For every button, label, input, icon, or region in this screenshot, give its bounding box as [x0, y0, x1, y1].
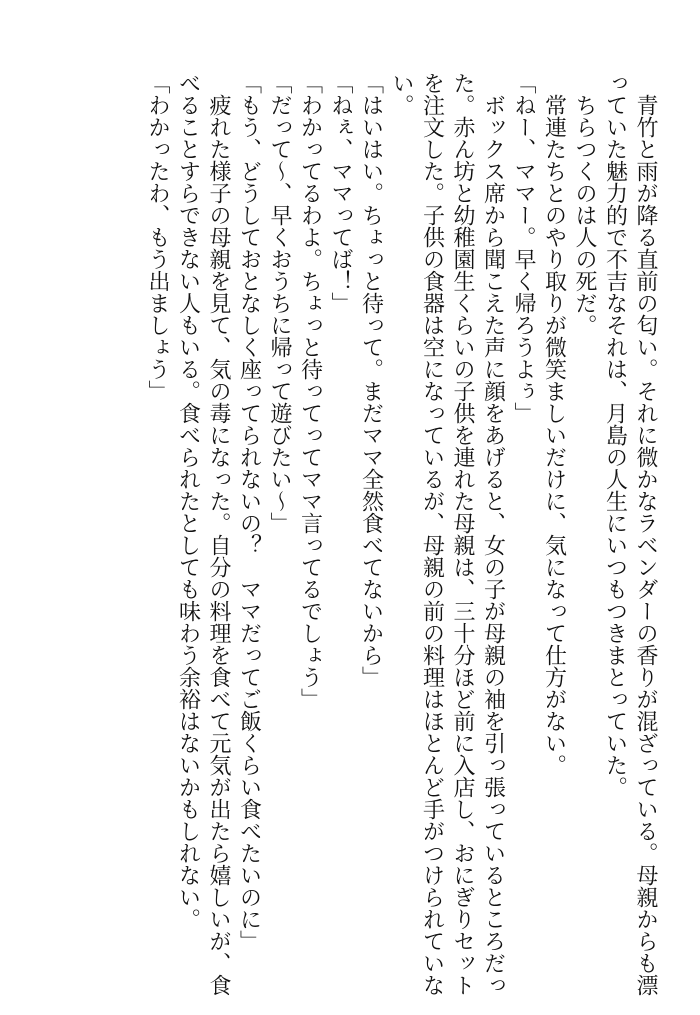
text-line: 青竹と雨が降る直前の匂い。それに微かなラベンダーの香りが混ざっている。母親からも漂 [633, 72, 658, 996]
text-line: べることすらできない人もいる。食べられたとしても味わう余裕はないかもしれない。 [175, 72, 201, 930]
text-line: い。 [389, 72, 414, 116]
text-line: 「ねー、ママー。早く帰ろうよぅ」 [511, 72, 536, 424]
text-line: 「わかってるわよ。ちょっと待ってってママ言ってるでしょう」 [297, 72, 323, 710]
text-line: を注文した。子供の食器は空になっているが、母親の前の料理はほとんど手がつけられていな [419, 72, 445, 996]
text-line: ちらつくのは人の死だ。 [572, 72, 597, 336]
text-line: 「もう、どうしておとなしく座ってられないの？ ママだってご飯くらい食べたいのに」 [236, 72, 262, 952]
text-line: ボックス席から聞こえた声に顔をあげると、女の子が母親の袖を引っ張っているところだっ [480, 72, 506, 996]
text-line: 「わかったわ、もう出ましょう」 [145, 72, 170, 402]
text-line: 「ねぇ、ママってば！」 [328, 72, 353, 314]
text-line: 疲れた様子の母親を見て、気の毒になった。自分の料理を食べて元気が出たら嬉しいが、食 [206, 72, 231, 996]
vertical-text-body [142, 72, 661, 996]
text-line: 「だって〜、早くおうちに帰って遊びたい〜」 [267, 72, 292, 534]
text-line: 常連たちとのやり取りが微笑ましいだけに、気になって仕方がない。 [541, 72, 567, 776]
text-line: 「はいはい。ちょっと待って。まだママ全然食べてないから」 [358, 72, 384, 688]
text-line: っていた魅力的で不吉なそれは、月島の人生にいつもつきまとっていた。 [602, 72, 628, 798]
text-line: た。赤ん坊と幼稚園生くらいの子供を連れた母親は、三十分ほど前に入店し、おにぎりセット [450, 72, 475, 996]
